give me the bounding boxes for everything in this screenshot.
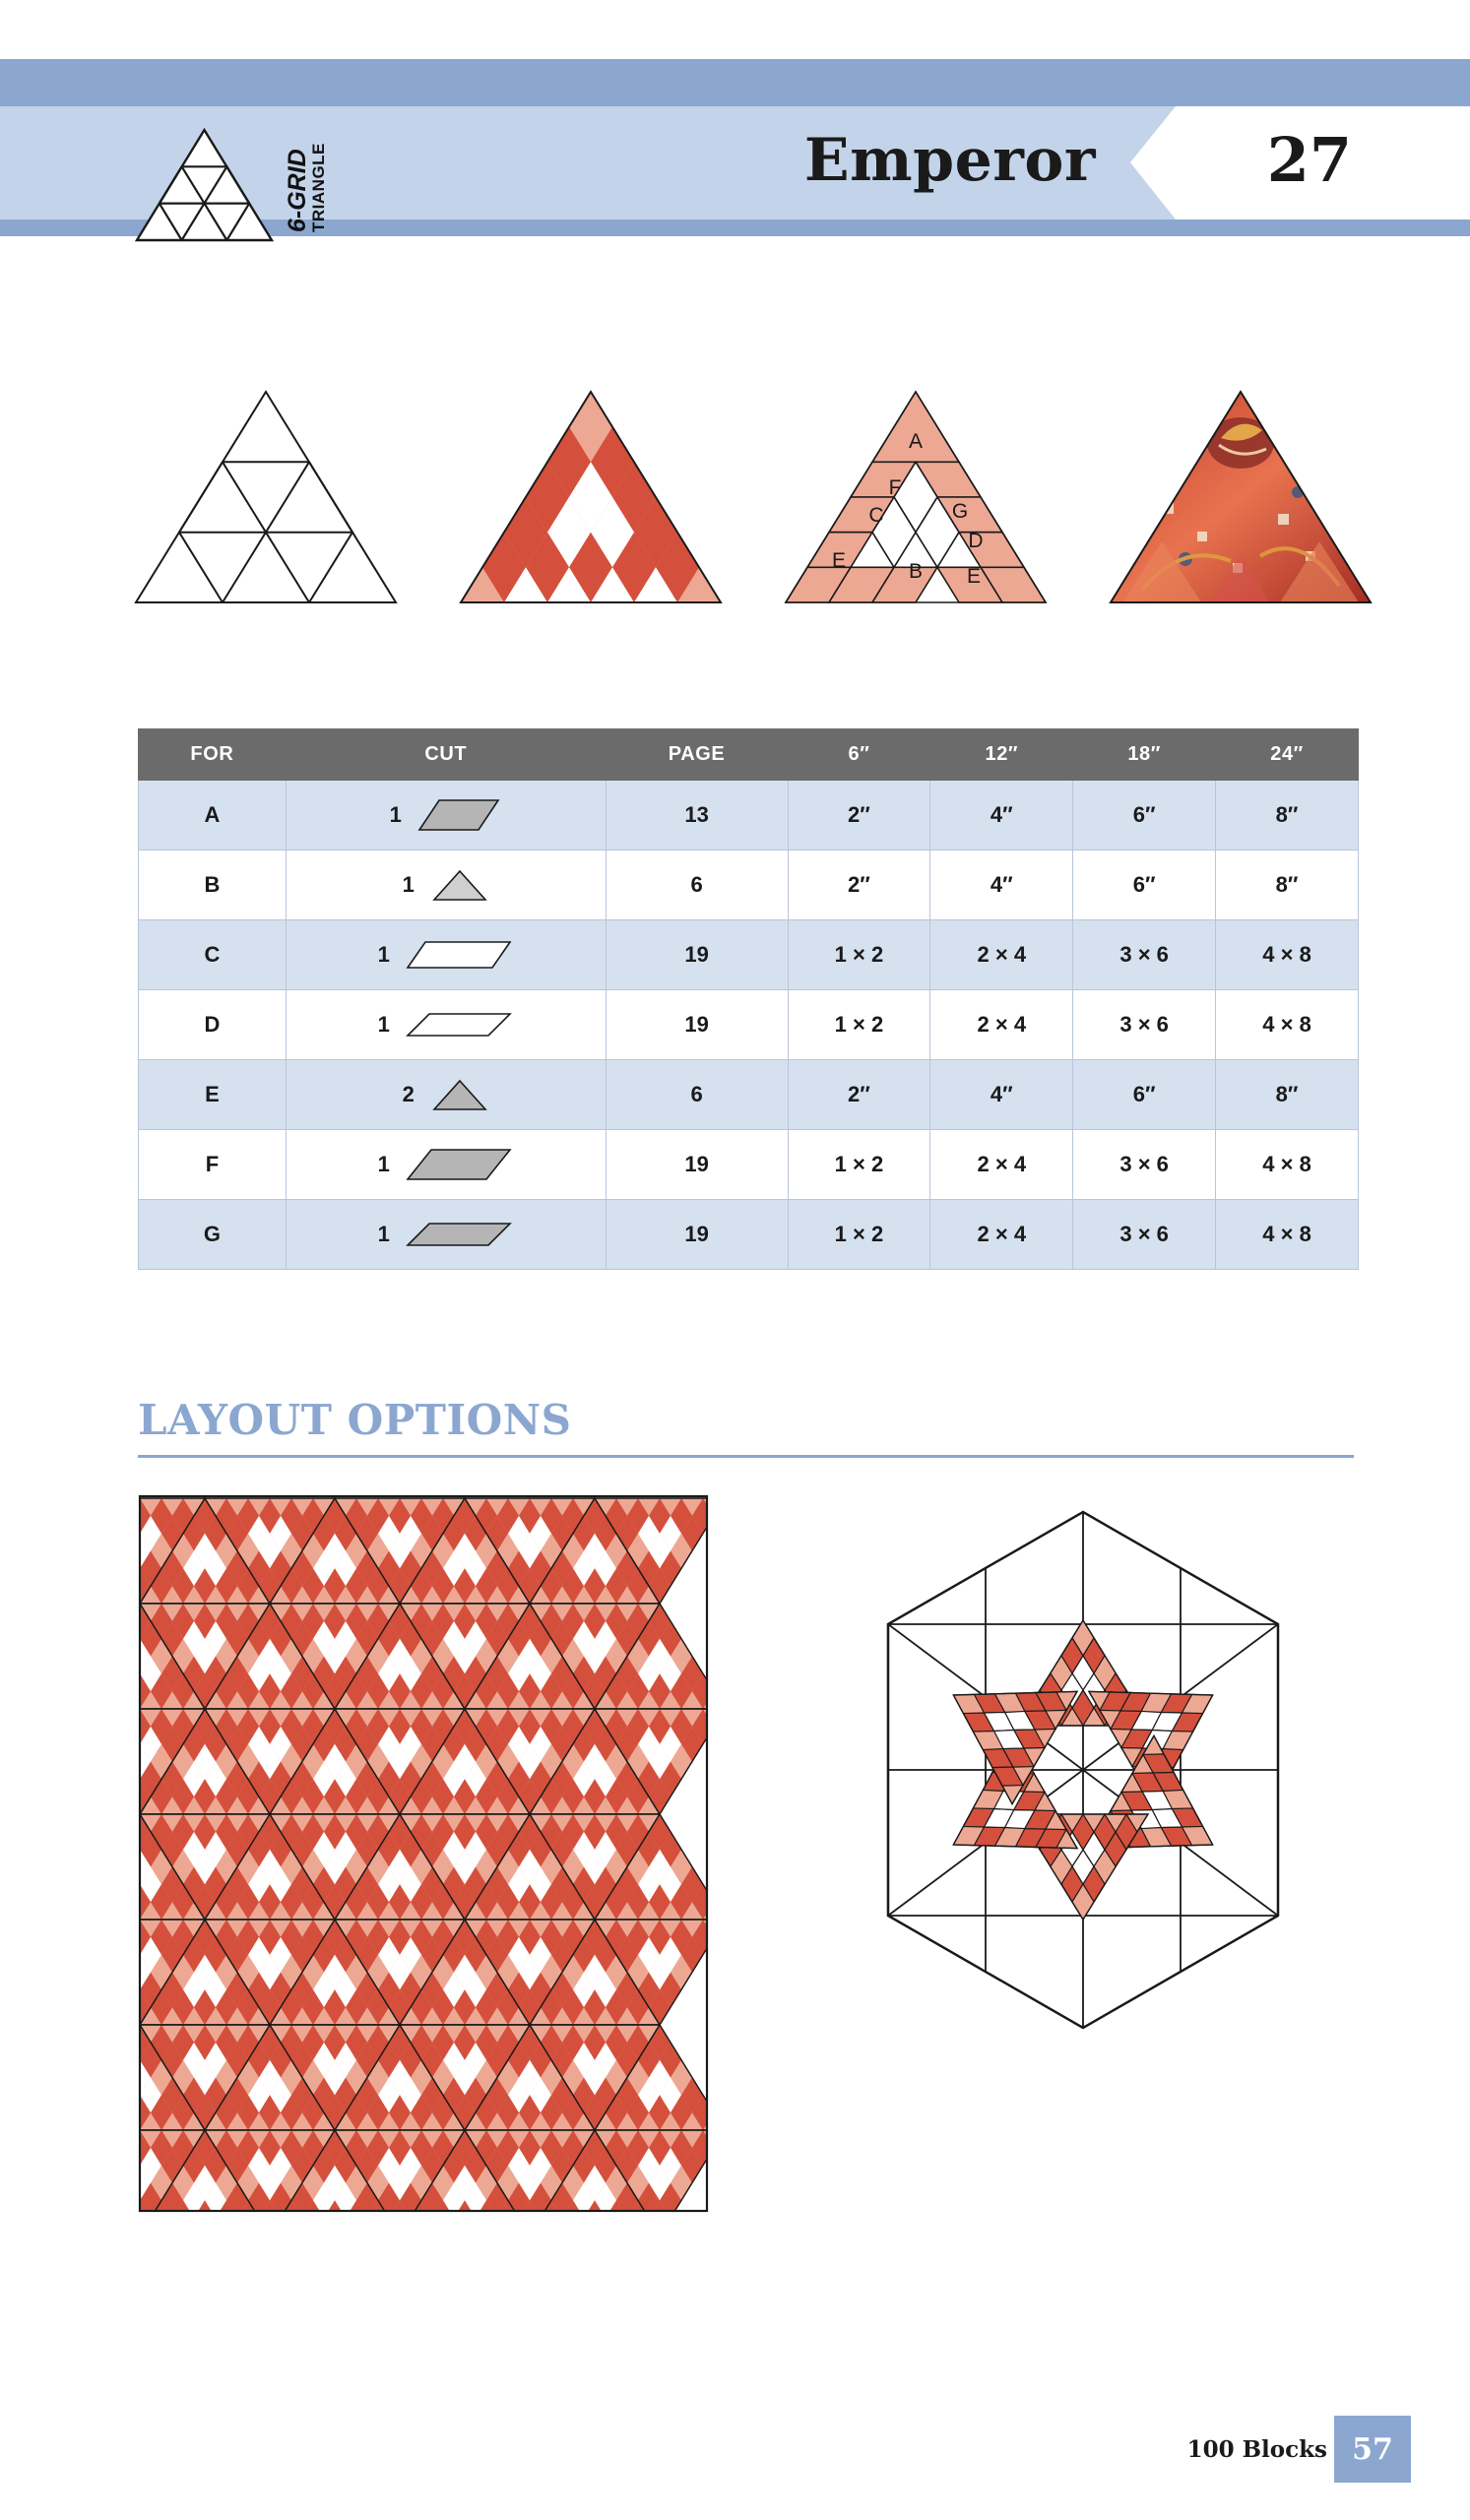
shape-parallelogram-gray-icon [406,1146,514,1183]
block-diagrams [0,384,1470,640]
cell-size-6: 2″ [788,781,930,850]
cell-size-12: 2 × 4 [930,1200,1073,1270]
cell-size-6: 1 × 2 [788,1200,930,1270]
header-size-6: 6″ [788,729,930,781]
cut-qty: 1 [377,1012,390,1037]
footer-book-title: 100 Blocks [1186,2436,1327,2463]
cutting-table [138,728,1359,1270]
cell-page: 19 [606,920,788,990]
header-size-24: 24″ [1216,729,1359,781]
cut-qty: 1 [402,872,415,897]
table-row [139,781,1359,850]
layout-options-divider [138,1455,1354,1458]
cell-for: B [139,850,287,920]
piece-label-g: G [951,500,969,523]
cell-size-24: 8″ [1216,781,1359,850]
cell-size-12: 4″ [930,781,1073,850]
cell-size-18: 3 × 6 [1073,990,1216,1060]
cell-size-12: 2 × 4 [930,1130,1073,1200]
diagram-labeled-pieces [778,384,1054,615]
shape-parallelogram-white-icon [406,938,514,972]
cell-size-18: 6″ [1073,850,1216,920]
shape-triangle-gray-icon [430,1076,489,1113]
table-header-row [139,729,1359,781]
cell-for: A [139,781,287,850]
table-row [139,1130,1359,1200]
cell-for: F [139,1130,287,1200]
cell-page: 13 [606,781,788,850]
footer-page-number: 57 [1334,2416,1411,2483]
cell-size-18: 3 × 6 [1073,920,1216,990]
shape-parallelogram-white-thin-icon [406,1008,514,1041]
cell-page: 19 [606,1130,788,1200]
cell-cut [286,1060,606,1130]
page-title: Emperor [803,126,1096,195]
cell-cut [286,1130,606,1200]
cell-size-24: 8″ [1216,1060,1359,1130]
cell-size-24: 4 × 8 [1216,920,1359,990]
piece-label-e2: E [966,565,982,588]
grid-triangle-icon [133,126,276,244]
cell-size-12: 4″ [930,1060,1073,1130]
cell-for: C [139,920,287,990]
piece-label-d: D [968,530,984,552]
cut-qty: 1 [389,802,402,827]
table-row [139,1060,1359,1130]
cell-size-18: 3 × 6 [1073,1130,1216,1200]
cell-size-6: 2″ [788,1060,930,1130]
cell-cut [286,781,606,850]
layout-options-heading: LAYOUT OPTIONS [138,1396,572,1444]
cell-size-24: 4 × 8 [1216,1200,1359,1270]
cell-size-6: 1 × 2 [788,920,930,990]
block-number: 27 [1266,124,1352,196]
piece-label-e1: E [831,549,847,572]
cell-size-12: 4″ [930,850,1073,920]
cut-qty: 2 [402,1082,415,1106]
cut-qty: 1 [377,1222,390,1246]
table-row [139,990,1359,1060]
diagram-colored-block [453,384,729,615]
header-for: FOR [139,729,287,781]
piece-label-a: A [908,430,924,453]
cut-qty: 1 [377,942,390,967]
header-page: PAGE [606,729,788,781]
cell-cut [286,850,606,920]
header-size-18: 18″ [1073,729,1216,781]
diagram-fabric-version [1103,384,1378,615]
cell-cut [286,1200,606,1270]
grid-type-line2: TRIANGLE [309,143,328,232]
piece-label-c: C [868,504,884,527]
piece-label-f: F [888,476,902,499]
cell-for: E [139,1060,287,1130]
cell-size-6: 2″ [788,850,930,920]
cell-size-24: 4 × 8 [1216,990,1359,1060]
cell-size-12: 2 × 4 [930,990,1073,1060]
piece-label-b: B [908,560,924,583]
shape-parallelogram-gray-thin-icon [406,1218,514,1251]
cell-size-6: 1 × 2 [788,990,930,1060]
cell-page: 6 [606,850,788,920]
table-row [139,1200,1359,1270]
cell-size-6: 1 × 2 [788,1130,930,1200]
cell-size-18: 6″ [1073,781,1216,850]
cell-size-24: 8″ [1216,850,1359,920]
table-row [139,920,1359,990]
cell-page: 19 [606,990,788,1060]
cut-qty: 1 [377,1152,390,1176]
layout-option-hexagon-star [817,1494,1349,2050]
cell-page: 6 [606,1060,788,1130]
header-cut: CUT [286,729,606,781]
grid-type-label [284,126,402,244]
header-size-12: 12″ [930,729,1073,781]
cell-for: G [139,1200,287,1270]
cell-for: D [139,990,287,1060]
cell-cut [286,920,606,990]
diagram-line-drawing [128,384,404,615]
shape-triangle-gray-icon [430,866,489,904]
table-row [139,850,1359,920]
cell-page: 19 [606,1200,788,1270]
grid-type-line1: 6-GRID [284,149,311,232]
cell-size-18: 3 × 6 [1073,1200,1216,1270]
layout-option-grid [138,1494,709,2218]
cell-size-24: 4 × 8 [1216,1130,1359,1200]
cell-cut [286,990,606,1060]
cell-size-12: 2 × 4 [930,920,1073,990]
cell-size-18: 6″ [1073,1060,1216,1130]
shape-parallelogram-gray-icon [417,796,502,834]
